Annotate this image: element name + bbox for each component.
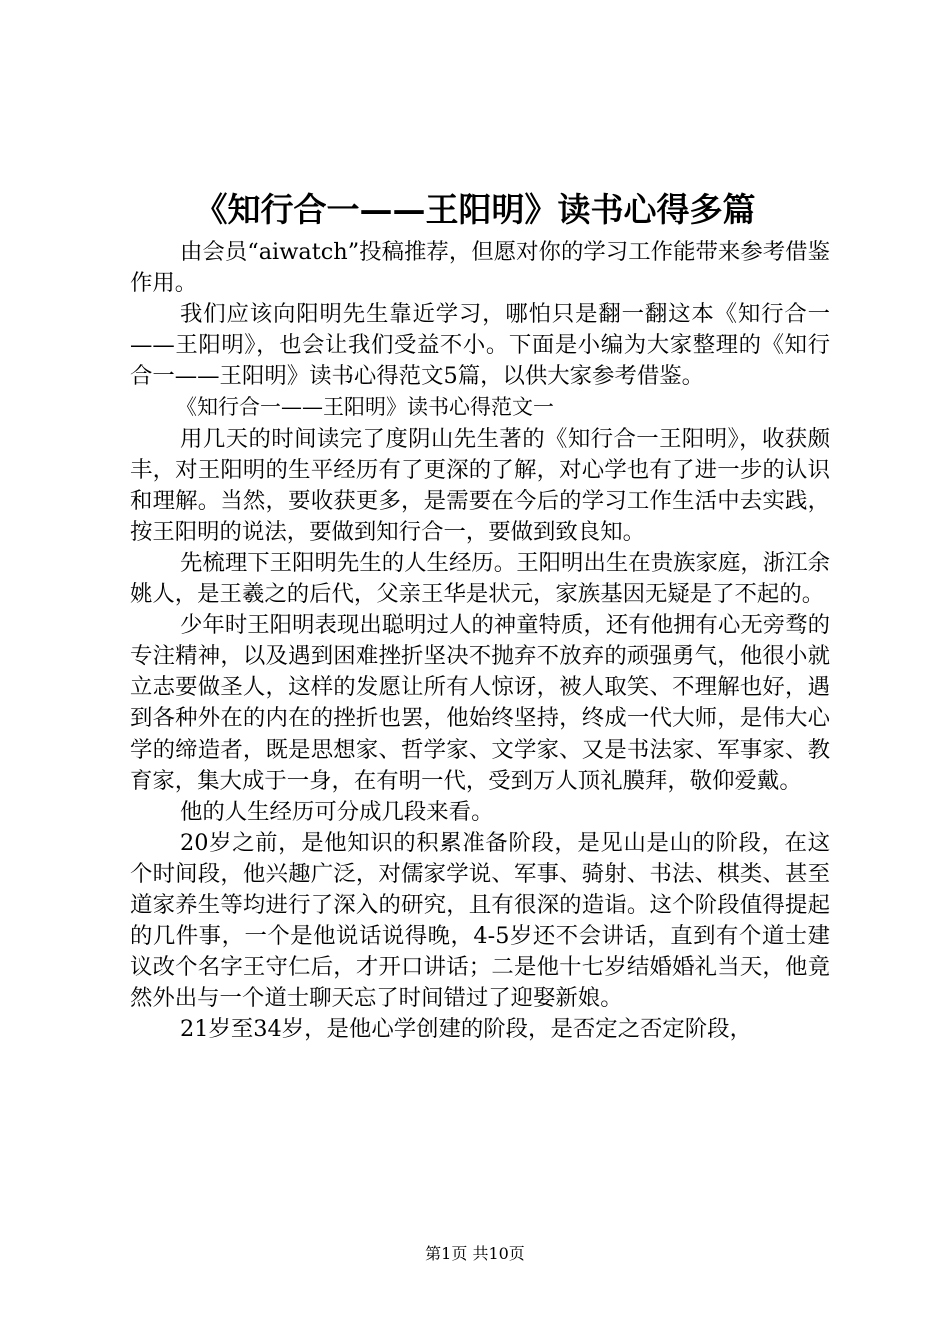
paragraph-summary: 我们应该向阳明先生靠近学习，哪怕只是翻一翻这本《知行合一——王阳明》，也会让我们受益不小。下面是小编为大家整理的《知行合一——王阳明》读书心得范文5篇，以供大家参考借鉴。 bbox=[130, 301, 830, 390]
paragraph-stages-intro: 他的人生经历可分成几段来看。 bbox=[180, 798, 494, 825]
document-body bbox=[130, 237, 830, 1045]
paragraph-intro: 由会员“aiwatch”投稿推荐，但愿对你的学习工作能带来参考借鉴作用。 bbox=[130, 239, 830, 297]
paragraph-stage-two: 21岁至34岁，是他心学创建的阶段，是否定之否定阶段， bbox=[180, 1016, 752, 1043]
document-title: 《知行合一——王阳明》读书心得多篇 bbox=[194, 190, 756, 229]
paragraph-youth: 少年时王阳明表现出聪明过人的神童特质，还有他拥有心无旁骛的专注精神，以及遇到困难挫折坚决不抛弃不放弃的顽强勇气，他很小就立志要做圣人，这样的发愿让所有人惊讶，被人取笑、不理解也好，遇到各种外在的内在的挫折也罢，他始终坚持，终成一代大师，是伟大心学的缔造者，既是思想家、哲学家、文学家、又是书法家、军事家、教育家，集大成于一身，在有明一代，受到万人顶礼膜拜，敬仰爱戴。 bbox=[130, 612, 830, 794]
paragraph-reading-notes: 用几天的时间读完了度阴山先生著的《知行合一王阳明》，收获颇丰，对王阳明的生平经历有了更深的了解，对心学也有了进一步的认识和理解。当然，要收获更多，是需要在今后的学习工作生活中去实践，按王阳明的说法，要做到知行合一，要做到致良知。 bbox=[130, 425, 830, 545]
paragraph-biography: 先梳理下王阳明先生的人生经历。王阳明出生在贵族家庭，浙江余姚人，是王羲之的后代，父亲王华是状元，家族基因无疑是了不起的。 bbox=[130, 549, 830, 608]
page-number-footer: 第1页 共10页 bbox=[425, 1244, 525, 1263]
paragraph-stage-one: 20岁之前，是他知识的积累准备阶段，是见山是山的阶段，在这个时间段，他兴趣广泛，对儒家学说、军事、骑射、书法、棋类、甚至道家养生等均进行了深入的研究，且有很深的造诣。这个阶段值得提起的几件事，一个是他说话说得晚，4-5岁还不会讲话，直到有个道士建议改个名字王守仁后，才开口讲话；二是他十七岁结婚婚礼当天，他竟然外出与一个道士聊天忘了时间错过了迎娶新娘。 bbox=[130, 829, 830, 1012]
section-heading: 《知行合一——王阳明》读书心得范文一 bbox=[176, 395, 554, 420]
